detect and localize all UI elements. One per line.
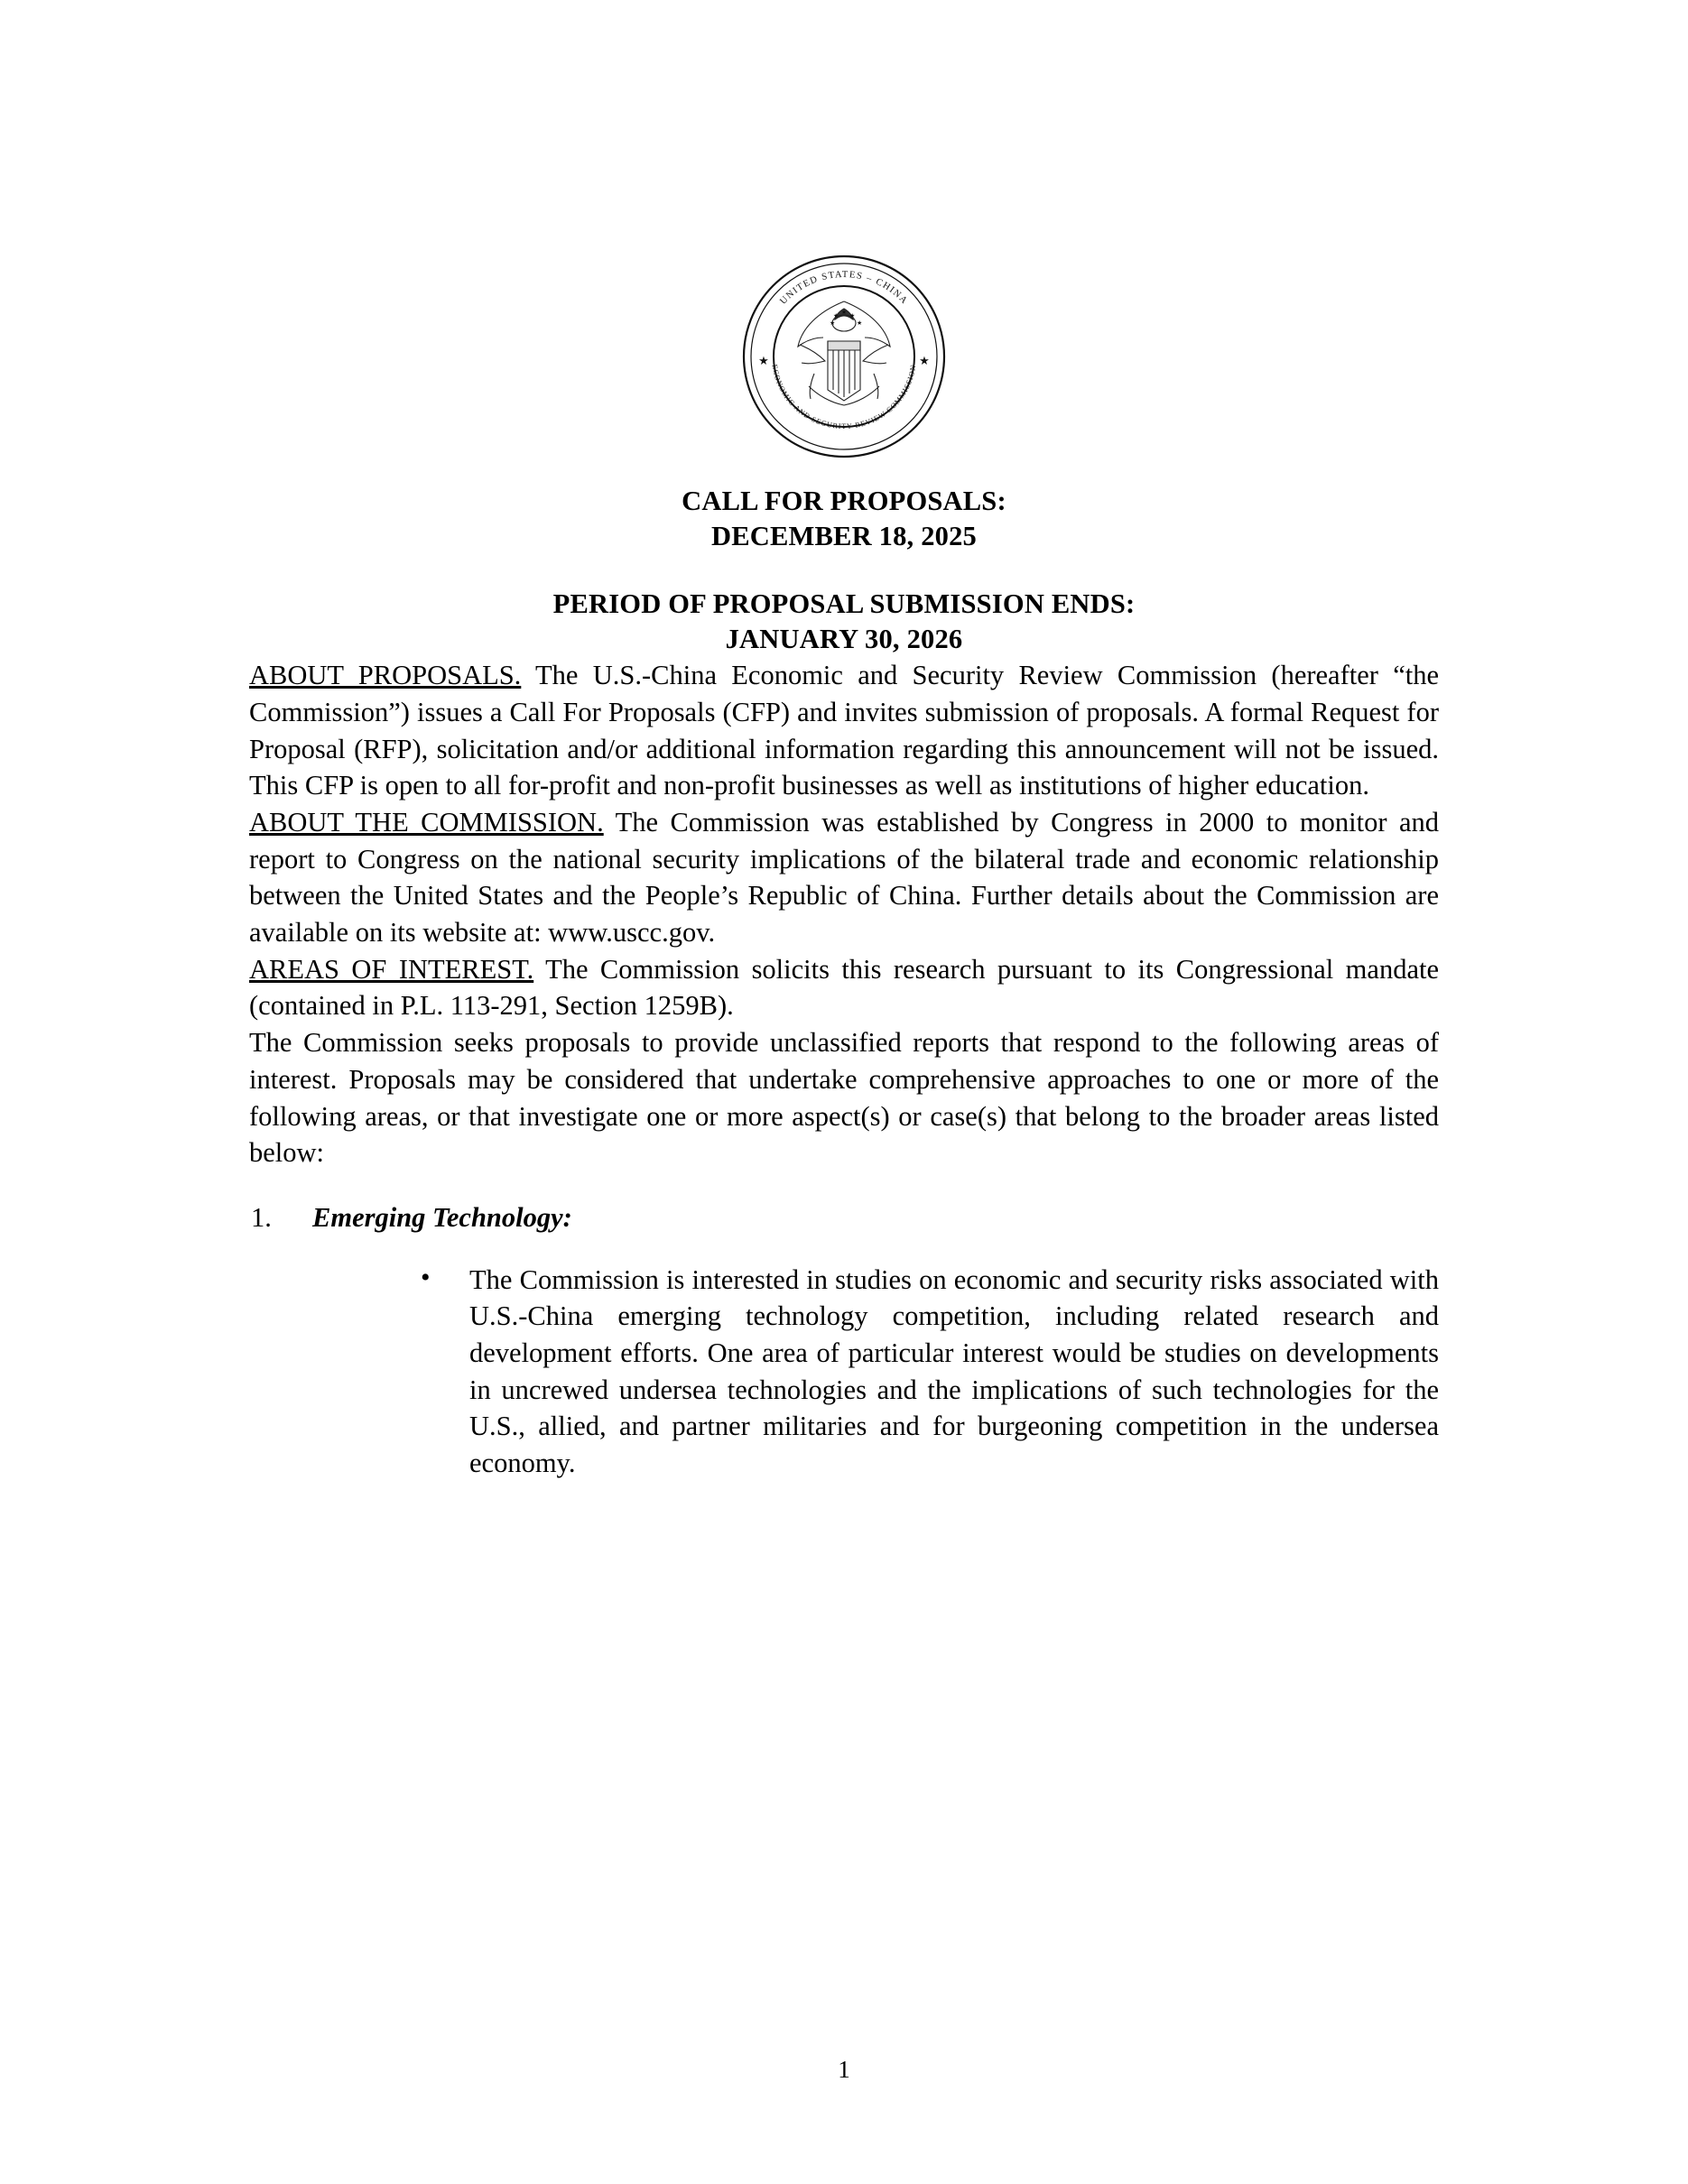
seal-container xyxy=(249,254,1439,458)
page-content xyxy=(249,0,1439,1482)
area-title: Emerging Technology: xyxy=(312,1201,572,1233)
about-commission-heading: ABOUT THE COMMISSION. xyxy=(249,806,604,838)
title-line-1: CALL FOR PROPOSALS: xyxy=(682,486,1006,516)
areas-of-interest-text: The Commission solicits this research pursuant to its Congressional mandate (contained in P.L. 113-291, Section 1259B). xyxy=(249,953,1439,1022)
about-proposals-heading: ABOUT PROPOSALS. xyxy=(249,660,522,691)
svg-text:★: ★ xyxy=(849,312,856,319)
document-title xyxy=(249,484,1439,554)
svg-text:ECONOMIC AND SECURITY REVIEW C: ECONOMIC AND SECURITY REVIEW COMMISSION xyxy=(770,364,918,431)
document-subtitle xyxy=(249,587,1439,657)
list-item xyxy=(421,1262,1439,1482)
subtitle-line-1: PERIOD OF PROPOSAL SUBMISSION ENDS: xyxy=(552,588,1136,620)
areas-list xyxy=(249,1199,1439,1482)
svg-text:★: ★ xyxy=(857,319,863,327)
svg-text:★: ★ xyxy=(840,309,848,316)
list-item xyxy=(249,1199,1439,1482)
areas-of-interest-intro: The Commission seeks proposals to provide unclassified reports that respond to the following areas of interest. Proposals may be considered that undertake comprehensive approaches to one or more of the following areas, or that investigate one or more aspect(s) or case(s) that belong to the broader areas listed below: xyxy=(249,1027,1439,1169)
title-line-2: DECEMBER 18, 2025 xyxy=(710,521,977,552)
section-about-commission xyxy=(249,804,1439,951)
section-about-proposals xyxy=(249,657,1439,804)
area-number: 1. xyxy=(251,1201,272,1233)
svg-text:★: ★ xyxy=(919,355,930,368)
page-number: 1 xyxy=(838,2056,850,2083)
svg-text:★: ★ xyxy=(833,312,839,319)
area-bullets xyxy=(312,1262,1439,1482)
svg-text:★: ★ xyxy=(830,319,836,327)
svg-text:★: ★ xyxy=(758,355,769,368)
bullet-text: The Commission is interested in studies on economic and security risks associated with U.S.-China emerging technology competition, including related research and development efforts. One area of particular interest would be studies on developments in uncrewed undersea technologies and the implications of such technologies for the U.S., allied, and partner militaries and for burgeoning competition in the undersea economy. xyxy=(469,1263,1439,1479)
areas-of-interest-heading: AREAS OF INTEREST. xyxy=(249,953,534,985)
uscc-seal-icon xyxy=(742,254,946,458)
subtitle-line-2: JANUARY 30, 2026 xyxy=(725,624,963,655)
section-areas-of-interest xyxy=(249,951,1439,1024)
about-commission-text: The Commission was established by Congress in 2000 to monitor and report to Congress on the national security implications of the bilateral trade and economic relationship between the United States and the People’s Republic of China. Further details about the Commission are available on its website at: www.uscc.gov. xyxy=(249,806,1439,949)
svg-text:UNITED STATES – CHINA: UNITED STATES – CHINA xyxy=(778,269,910,307)
about-proposals-text: The U.S.-China Economic and Security Review Commission (hereafter “the Commission”) issues a Call For Proposals (CFP) and invites submission of proposals. A formal Request for Proposal (RFP), solicitation and/or additional information regarding this announcement will not be issued. This CFP is open to all for-profit and non-profit businesses as well as institutions of higher education. xyxy=(249,660,1439,801)
bullet-icon: • xyxy=(421,1262,431,1292)
